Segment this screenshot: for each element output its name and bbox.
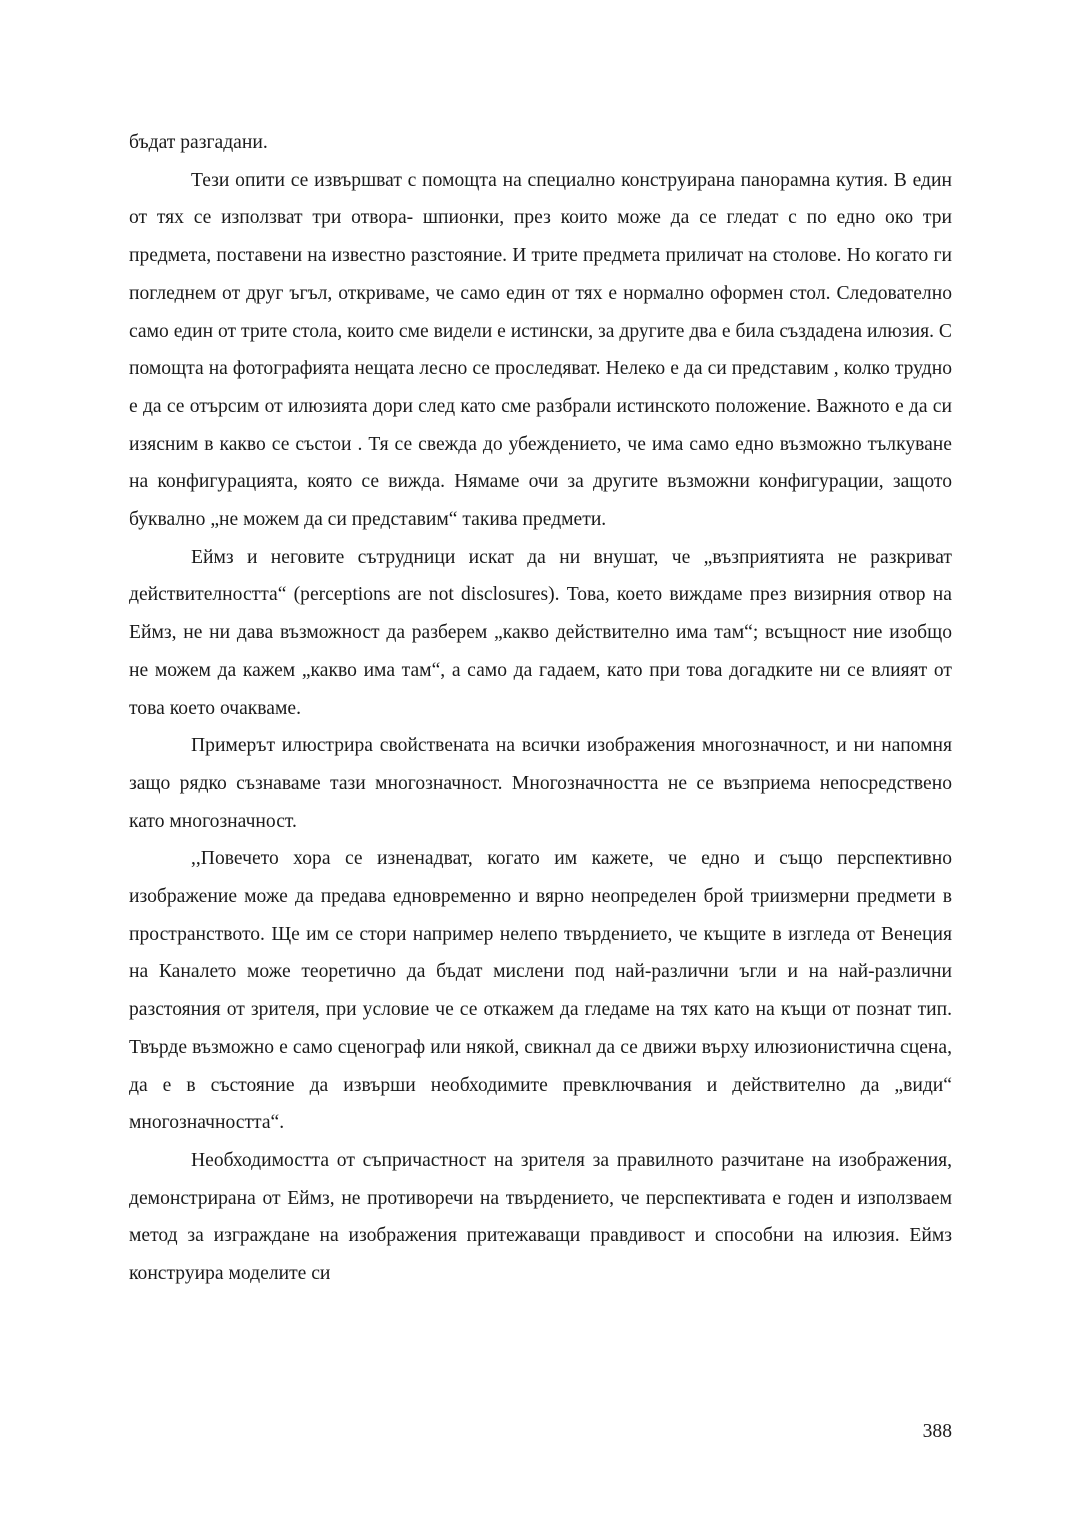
- page-number: 388: [922, 1421, 952, 1442]
- paragraph-viewer-complicity: Необходимостта от съпричастност на зрителя за правилното разчитане на изображения, демонстрирана от Еймз, не противоречи на твърдението, че перспективата е годен и използваем метод за изграждане на изображения притежаващи правдивост и способни на илюзия. Еймз конструира моделите си: [129, 1149, 952, 1285]
- paragraph-continuation: бъдат разгадани.: [129, 132, 268, 153]
- paragraph-ames-perceptions: Еймз и неговите сътрудници искат да ни внушат, че „възприятията не разкриват действителността“ (perceptions are not disclosures). Това, което виждаме през визирния отвор на Еймз, не ни дава възможност да разберем „какво действително има там“; всъщност ние изобщо не можем да кажем „какво има там“, а само да гадаем, като при това догадките ни се влияят от това което очакваме.: [129, 546, 952, 719]
- paragraph-ambiguity: Примерът илюстрира свойствената на всички изображения многозначност, и ни напомня защо рядко съзнаваме тази многозначност. Многозначността не се възприема непосредствено като многозначност.: [129, 735, 952, 832]
- body-text: [129, 124, 952, 1293]
- paragraph-quote-canaletto: ,,Повечето хора се изненадват, когато им кажете, че едно и също перспективно изображение може да предава едновременно и вярно неопределен брой триизмерни предмети в пространството. Ще им се стори например нелепо твърдението, че къщите в изгледа от Венеция на Каналето може теоретично да бъдат мислени под най-различни ъгли и на най-различни разстояния от зрителя, при условие че се откажем да гледаме на тях като на къщи от познат тип. Твърде възможно е само сценограф или някой, свикнал да се движи върху илюзионистична сцена, да е в състояние да извърши необходимите превключвания и действително да „види“ многозначността“.: [129, 848, 952, 1134]
- paragraph-panorama-box: Тези опити се извършват с помощта на специално конструирана панорамна кутия. В един от тях се използват три отвора- шпионки, през които може да се гледат с по едно око три предмета, поставени на известно разстояние. И трите предмета приличат на столове. Но когато ги погледнем от друг ъгъл, откриваме, че само един от тях е нормално оформен стол. Следователно само един от трите стола, които сме видели е истински, за другите два е била създадена илюзия. С помощта на фотографията нещата лесно се проследяват. Нелеко е да си представим , колко трудно е да се отърсим от илюзията дори след като сме разбрали истинското положение. Важното е да си изясним в какво се състои . Тя се свежда до убеждението, че има само едно възможно тълкуване на конфигурацията, която се вижда. Нямаме очи за другите възможни конфигурации, защото буквално „не можем да си представим“ такива предмети.: [129, 169, 952, 531]
